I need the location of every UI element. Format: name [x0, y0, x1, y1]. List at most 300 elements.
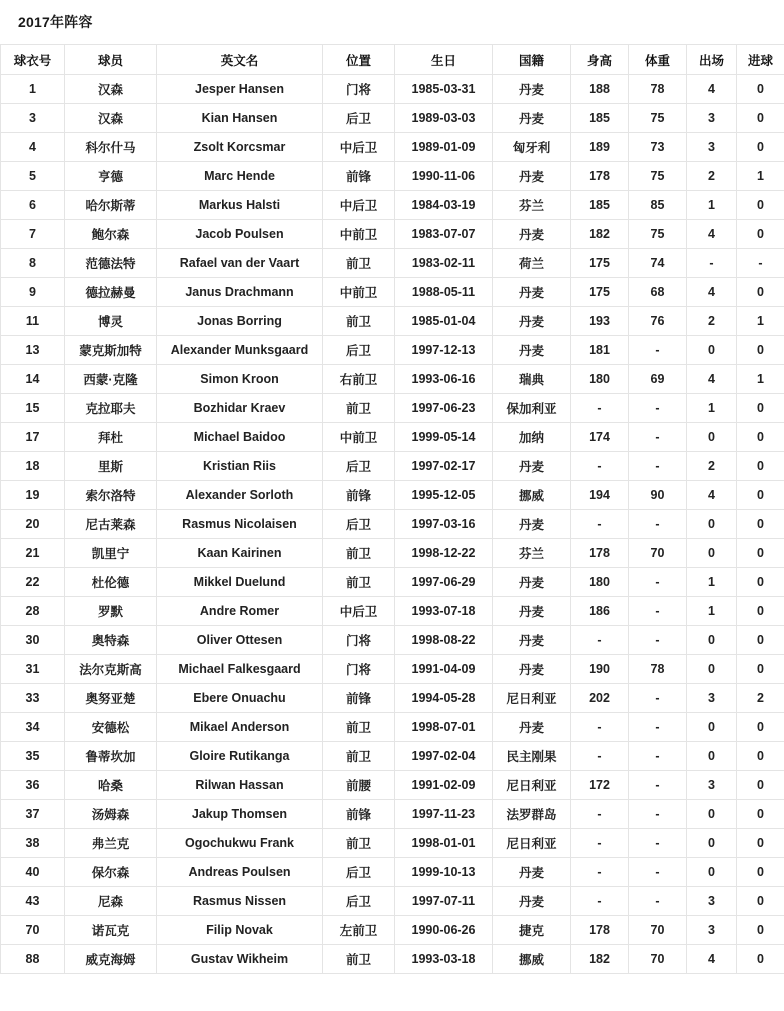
- table-row: [1, 133, 784, 162]
- cell-english-name: Simon Kroon: [157, 365, 323, 394]
- cell-english-name: Mikkel Duelund: [157, 568, 323, 597]
- table-row: [1, 916, 784, 945]
- cell-player-name: 哈桑: [65, 771, 157, 800]
- cell-player-name: 奥努亚楚: [65, 684, 157, 713]
- cell-nationality: 民主刚果: [493, 742, 571, 771]
- cell-appearances: 0: [687, 829, 737, 858]
- cell-weight: -: [629, 423, 687, 452]
- cell-position: 后卫: [323, 452, 395, 481]
- cell-position: 中后卫: [323, 133, 395, 162]
- cell-shirt-number: 7: [1, 220, 65, 249]
- cell-nationality: 丹麦: [493, 858, 571, 887]
- cell-nationality: 尼日利亚: [493, 684, 571, 713]
- column-header-goals: 进球: [737, 45, 784, 75]
- cell-weight: 69: [629, 365, 687, 394]
- cell-position: 前锋: [323, 481, 395, 510]
- cell-position: 中前卫: [323, 278, 395, 307]
- cell-appearances: 2: [687, 307, 737, 336]
- cell-goals: 1: [737, 307, 784, 336]
- cell-nationality: 丹麦: [493, 713, 571, 742]
- cell-position: 后卫: [323, 104, 395, 133]
- cell-player-name: 汉森: [65, 75, 157, 104]
- cell-english-name: Bozhidar Kraev: [157, 394, 323, 423]
- cell-birthday: 1997-03-16: [395, 510, 493, 539]
- cell-position: 前卫: [323, 829, 395, 858]
- cell-birthday: 1989-03-03: [395, 104, 493, 133]
- cell-english-name: Jakup Thomsen: [157, 800, 323, 829]
- cell-player-name: 西蒙·克隆: [65, 365, 157, 394]
- cell-birthday: 1985-03-31: [395, 75, 493, 104]
- cell-birthday: 1993-03-18: [395, 945, 493, 974]
- cell-english-name: Janus Drachmann: [157, 278, 323, 307]
- cell-birthday: 1990-06-26: [395, 916, 493, 945]
- cell-shirt-number: 38: [1, 829, 65, 858]
- cell-height: 178: [571, 539, 629, 568]
- cell-english-name: Oliver Ottesen: [157, 626, 323, 655]
- cell-goals: 0: [737, 742, 784, 771]
- cell-goals: 0: [737, 597, 784, 626]
- cell-birthday: 1989-01-09: [395, 133, 493, 162]
- cell-appearances: 4: [687, 481, 737, 510]
- cell-shirt-number: 33: [1, 684, 65, 713]
- cell-shirt-number: 36: [1, 771, 65, 800]
- cell-height: 185: [571, 104, 629, 133]
- cell-appearances: 4: [687, 75, 737, 104]
- roster-table: [0, 44, 784, 974]
- cell-position: 后卫: [323, 510, 395, 539]
- cell-goals: 0: [737, 481, 784, 510]
- cell-position: 前卫: [323, 568, 395, 597]
- table-row: [1, 539, 784, 568]
- cell-height: -: [571, 394, 629, 423]
- cell-goals: 0: [737, 945, 784, 974]
- column-header-english-name: 英文名: [157, 45, 323, 75]
- cell-shirt-number: 34: [1, 713, 65, 742]
- cell-goals: 0: [737, 887, 784, 916]
- cell-weight: -: [629, 597, 687, 626]
- cell-player-name: 安德松: [65, 713, 157, 742]
- roster-table-header: [1, 45, 784, 75]
- cell-english-name: Andreas Poulsen: [157, 858, 323, 887]
- cell-player-name: 罗默: [65, 597, 157, 626]
- cell-position: 后卫: [323, 858, 395, 887]
- cell-player-name: 克拉耶夫: [65, 394, 157, 423]
- table-row: [1, 684, 784, 713]
- cell-nationality: 丹麦: [493, 626, 571, 655]
- cell-weight: -: [629, 771, 687, 800]
- roster-table-body: [1, 75, 784, 974]
- cell-shirt-number: 88: [1, 945, 65, 974]
- cell-height: 194: [571, 481, 629, 510]
- cell-english-name: Markus Halsti: [157, 191, 323, 220]
- cell-english-name: Mikael Anderson: [157, 713, 323, 742]
- cell-shirt-number: 30: [1, 626, 65, 655]
- cell-english-name: Rilwan Hassan: [157, 771, 323, 800]
- cell-english-name: Jacob Poulsen: [157, 220, 323, 249]
- cell-player-name: 鲁蒂坎加: [65, 742, 157, 771]
- cell-shirt-number: 5: [1, 162, 65, 191]
- cell-appearances: 3: [687, 133, 737, 162]
- cell-appearances: 1: [687, 568, 737, 597]
- cell-appearances: 1: [687, 597, 737, 626]
- cell-goals: 0: [737, 539, 784, 568]
- cell-weight: 70: [629, 916, 687, 945]
- cell-birthday: 1997-11-23: [395, 800, 493, 829]
- cell-position: 后卫: [323, 336, 395, 365]
- cell-shirt-number: 70: [1, 916, 65, 945]
- cell-player-name: 汉森: [65, 104, 157, 133]
- cell-height: 186: [571, 597, 629, 626]
- cell-nationality: 加纳: [493, 423, 571, 452]
- cell-weight: 75: [629, 104, 687, 133]
- cell-height: 188: [571, 75, 629, 104]
- cell-height: 172: [571, 771, 629, 800]
- cell-english-name: Filip Novak: [157, 916, 323, 945]
- cell-english-name: Kian Hansen: [157, 104, 323, 133]
- cell-weight: -: [629, 568, 687, 597]
- cell-position: 前卫: [323, 249, 395, 278]
- column-header-position: 位置: [323, 45, 395, 75]
- cell-english-name: Michael Falkesgaard: [157, 655, 323, 684]
- cell-player-name: 里斯: [65, 452, 157, 481]
- table-row: [1, 945, 784, 974]
- cell-weight: -: [629, 887, 687, 916]
- cell-weight: 85: [629, 191, 687, 220]
- cell-appearances: 3: [687, 684, 737, 713]
- cell-nationality: 丹麦: [493, 162, 571, 191]
- cell-goals: 1: [737, 162, 784, 191]
- cell-goals: 0: [737, 336, 784, 365]
- cell-english-name: Gloire Rutikanga: [157, 742, 323, 771]
- cell-birthday: 1983-02-11: [395, 249, 493, 278]
- cell-birthday: 1999-10-13: [395, 858, 493, 887]
- cell-goals: 0: [737, 104, 784, 133]
- cell-english-name: Zsolt Korcsmar: [157, 133, 323, 162]
- cell-nationality: 法罗群岛: [493, 800, 571, 829]
- cell-height: 175: [571, 249, 629, 278]
- cell-shirt-number: 35: [1, 742, 65, 771]
- table-row: [1, 162, 784, 191]
- table-row: [1, 626, 784, 655]
- cell-player-name: 尼森: [65, 887, 157, 916]
- cell-birthday: 1999-05-14: [395, 423, 493, 452]
- cell-shirt-number: 28: [1, 597, 65, 626]
- cell-height: 190: [571, 655, 629, 684]
- cell-position: 左前卫: [323, 916, 395, 945]
- table-header-row: [1, 45, 784, 75]
- cell-shirt-number: 31: [1, 655, 65, 684]
- cell-shirt-number: 40: [1, 858, 65, 887]
- cell-nationality: 丹麦: [493, 597, 571, 626]
- table-row: [1, 365, 784, 394]
- cell-shirt-number: 14: [1, 365, 65, 394]
- cell-nationality: 丹麦: [493, 655, 571, 684]
- cell-height: 182: [571, 220, 629, 249]
- cell-height: 182: [571, 945, 629, 974]
- cell-goals: 0: [737, 568, 784, 597]
- cell-birthday: 1988-05-11: [395, 278, 493, 307]
- cell-position: 前锋: [323, 684, 395, 713]
- cell-weight: 73: [629, 133, 687, 162]
- cell-goals: 0: [737, 800, 784, 829]
- cell-appearances: 0: [687, 713, 737, 742]
- cell-appearances: 2: [687, 162, 737, 191]
- table-row: [1, 220, 784, 249]
- cell-position: 中后卫: [323, 191, 395, 220]
- cell-birthday: 1998-07-01: [395, 713, 493, 742]
- cell-height: -: [571, 452, 629, 481]
- cell-nationality: 挪威: [493, 945, 571, 974]
- cell-goals: 0: [737, 394, 784, 423]
- cell-goals: -: [737, 249, 784, 278]
- cell-position: 前卫: [323, 945, 395, 974]
- cell-appearances: 4: [687, 945, 737, 974]
- cell-height: -: [571, 626, 629, 655]
- table-row: [1, 191, 784, 220]
- cell-position: 前卫: [323, 713, 395, 742]
- cell-height: 185: [571, 191, 629, 220]
- cell-player-name: 威克海姆: [65, 945, 157, 974]
- cell-nationality: 丹麦: [493, 510, 571, 539]
- cell-birthday: 1993-07-18: [395, 597, 493, 626]
- cell-english-name: Rafael van der Vaart: [157, 249, 323, 278]
- cell-nationality: 挪威: [493, 481, 571, 510]
- cell-goals: 0: [737, 423, 784, 452]
- cell-birthday: 1997-02-17: [395, 452, 493, 481]
- cell-goals: 0: [737, 713, 784, 742]
- cell-nationality: 尼日利亚: [493, 829, 571, 858]
- column-header-height: 身高: [571, 45, 629, 75]
- cell-birthday: 1998-12-22: [395, 539, 493, 568]
- cell-appearances: 4: [687, 365, 737, 394]
- cell-appearances: 0: [687, 858, 737, 887]
- cell-weight: 75: [629, 220, 687, 249]
- cell-player-name: 科尔什马: [65, 133, 157, 162]
- cell-goals: 0: [737, 278, 784, 307]
- column-header-birthday: 生日: [395, 45, 493, 75]
- cell-goals: 0: [737, 655, 784, 684]
- cell-birthday: 1995-12-05: [395, 481, 493, 510]
- cell-english-name: Alexander Sorloth: [157, 481, 323, 510]
- cell-weight: 90: [629, 481, 687, 510]
- cell-position: 右前卫: [323, 365, 395, 394]
- cell-weight: 70: [629, 945, 687, 974]
- cell-nationality: 芬兰: [493, 539, 571, 568]
- cell-player-name: 诺瓦克: [65, 916, 157, 945]
- cell-weight: -: [629, 684, 687, 713]
- table-row: [1, 307, 784, 336]
- cell-appearances: 0: [687, 655, 737, 684]
- cell-height: 178: [571, 916, 629, 945]
- cell-nationality: 丹麦: [493, 75, 571, 104]
- cell-player-name: 尼古莱森: [65, 510, 157, 539]
- cell-position: 门将: [323, 626, 395, 655]
- cell-english-name: Alexander Munksgaard: [157, 336, 323, 365]
- cell-birthday: 1998-01-01: [395, 829, 493, 858]
- cell-shirt-number: 18: [1, 452, 65, 481]
- cell-position: 中前卫: [323, 220, 395, 249]
- cell-appearances: 3: [687, 916, 737, 945]
- cell-player-name: 杜伦德: [65, 568, 157, 597]
- cell-weight: 70: [629, 539, 687, 568]
- cell-nationality: 丹麦: [493, 452, 571, 481]
- cell-nationality: 瑞典: [493, 365, 571, 394]
- cell-player-name: 法尔克斯高: [65, 655, 157, 684]
- cell-goals: 0: [737, 191, 784, 220]
- cell-english-name: Ogochukwu Frank: [157, 829, 323, 858]
- cell-english-name: Kaan Kairinen: [157, 539, 323, 568]
- cell-birthday: 1985-01-04: [395, 307, 493, 336]
- cell-appearances: 0: [687, 626, 737, 655]
- cell-position: 门将: [323, 655, 395, 684]
- table-row: [1, 394, 784, 423]
- cell-player-name: 范德法特: [65, 249, 157, 278]
- cell-shirt-number: 6: [1, 191, 65, 220]
- cell-appearances: 0: [687, 510, 737, 539]
- cell-goals: 0: [737, 829, 784, 858]
- cell-nationality: 丹麦: [493, 104, 571, 133]
- cell-weight: -: [629, 858, 687, 887]
- cell-player-name: 奥特森: [65, 626, 157, 655]
- cell-nationality: 捷克: [493, 916, 571, 945]
- cell-position: 前腰: [323, 771, 395, 800]
- cell-birthday: 1997-12-13: [395, 336, 493, 365]
- table-row: [1, 336, 784, 365]
- cell-appearances: 1: [687, 191, 737, 220]
- table-row: [1, 568, 784, 597]
- cell-height: 202: [571, 684, 629, 713]
- cell-height: 180: [571, 365, 629, 394]
- cell-birthday: 1983-07-07: [395, 220, 493, 249]
- cell-weight: -: [629, 742, 687, 771]
- cell-goals: 0: [737, 916, 784, 945]
- cell-english-name: Ebere Onuachu: [157, 684, 323, 713]
- column-header-appearances: 出场: [687, 45, 737, 75]
- table-row: [1, 423, 784, 452]
- cell-goals: 1: [737, 365, 784, 394]
- cell-english-name: Jesper Hansen: [157, 75, 323, 104]
- cell-nationality: 丹麦: [493, 568, 571, 597]
- cell-nationality: 尼日利亚: [493, 771, 571, 800]
- table-row: [1, 452, 784, 481]
- cell-goals: 2: [737, 684, 784, 713]
- cell-nationality: 丹麦: [493, 887, 571, 916]
- cell-appearances: 4: [687, 220, 737, 249]
- cell-nationality: 丹麦: [493, 220, 571, 249]
- cell-height: 189: [571, 133, 629, 162]
- table-row: [1, 249, 784, 278]
- cell-goals: 0: [737, 626, 784, 655]
- cell-shirt-number: 8: [1, 249, 65, 278]
- column-header-nationality: 国籍: [493, 45, 571, 75]
- cell-position: 中后卫: [323, 597, 395, 626]
- cell-height: 175: [571, 278, 629, 307]
- cell-position: 前卫: [323, 394, 395, 423]
- cell-birthday: 1991-02-09: [395, 771, 493, 800]
- cell-shirt-number: 22: [1, 568, 65, 597]
- cell-position: 门将: [323, 75, 395, 104]
- table-row: [1, 510, 784, 539]
- cell-weight: -: [629, 336, 687, 365]
- cell-position: 前锋: [323, 800, 395, 829]
- cell-position: 前卫: [323, 539, 395, 568]
- cell-shirt-number: 1: [1, 75, 65, 104]
- cell-english-name: Andre Romer: [157, 597, 323, 626]
- cell-birthday: 1997-02-04: [395, 742, 493, 771]
- cell-goals: 0: [737, 858, 784, 887]
- cell-shirt-number: 15: [1, 394, 65, 423]
- cell-player-name: 保尔森: [65, 858, 157, 887]
- cell-shirt-number: 20: [1, 510, 65, 539]
- cell-shirt-number: 11: [1, 307, 65, 336]
- table-row: [1, 481, 784, 510]
- cell-shirt-number: 19: [1, 481, 65, 510]
- cell-height: -: [571, 713, 629, 742]
- cell-weight: 68: [629, 278, 687, 307]
- cell-nationality: 丹麦: [493, 336, 571, 365]
- cell-appearances: 0: [687, 336, 737, 365]
- cell-weight: -: [629, 713, 687, 742]
- cell-height: -: [571, 742, 629, 771]
- cell-nationality: 荷兰: [493, 249, 571, 278]
- table-row: [1, 887, 784, 916]
- cell-appearances: 0: [687, 742, 737, 771]
- cell-shirt-number: 37: [1, 800, 65, 829]
- table-row: [1, 597, 784, 626]
- cell-player-name: 德拉赫曼: [65, 278, 157, 307]
- cell-position: 前卫: [323, 307, 395, 336]
- cell-goals: 0: [737, 452, 784, 481]
- cell-player-name: 鲍尔森: [65, 220, 157, 249]
- cell-player-name: 弗兰克: [65, 829, 157, 858]
- cell-weight: -: [629, 452, 687, 481]
- table-row: [1, 829, 784, 858]
- cell-birthday: 1984-03-19: [395, 191, 493, 220]
- cell-appearances: 3: [687, 887, 737, 916]
- cell-birthday: 1997-07-11: [395, 887, 493, 916]
- cell-height: -: [571, 887, 629, 916]
- cell-english-name: Gustav Wikheim: [157, 945, 323, 974]
- cell-nationality: 保加利亚: [493, 394, 571, 423]
- cell-height: 193: [571, 307, 629, 336]
- cell-appearances: 1: [687, 394, 737, 423]
- cell-nationality: 丹麦: [493, 278, 571, 307]
- cell-birthday: 1994-05-28: [395, 684, 493, 713]
- cell-player-name: 亨德: [65, 162, 157, 191]
- cell-position: 后卫: [323, 887, 395, 916]
- cell-birthday: 1993-06-16: [395, 365, 493, 394]
- cell-english-name: Rasmus Nissen: [157, 887, 323, 916]
- cell-appearances: 0: [687, 800, 737, 829]
- cell-height: -: [571, 829, 629, 858]
- cell-position: 中前卫: [323, 423, 395, 452]
- cell-goals: 0: [737, 75, 784, 104]
- cell-english-name: Jonas Borring: [157, 307, 323, 336]
- cell-birthday: 1991-04-09: [395, 655, 493, 684]
- cell-shirt-number: 9: [1, 278, 65, 307]
- cell-player-name: 汤姆森: [65, 800, 157, 829]
- cell-shirt-number: 3: [1, 104, 65, 133]
- cell-weight: -: [629, 510, 687, 539]
- cell-height: 181: [571, 336, 629, 365]
- cell-height: 180: [571, 568, 629, 597]
- cell-player-name: 蒙克斯加特: [65, 336, 157, 365]
- cell-weight: 75: [629, 162, 687, 191]
- cell-appearances: 4: [687, 278, 737, 307]
- cell-weight: -: [629, 800, 687, 829]
- cell-shirt-number: 43: [1, 887, 65, 916]
- cell-appearances: 0: [687, 423, 737, 452]
